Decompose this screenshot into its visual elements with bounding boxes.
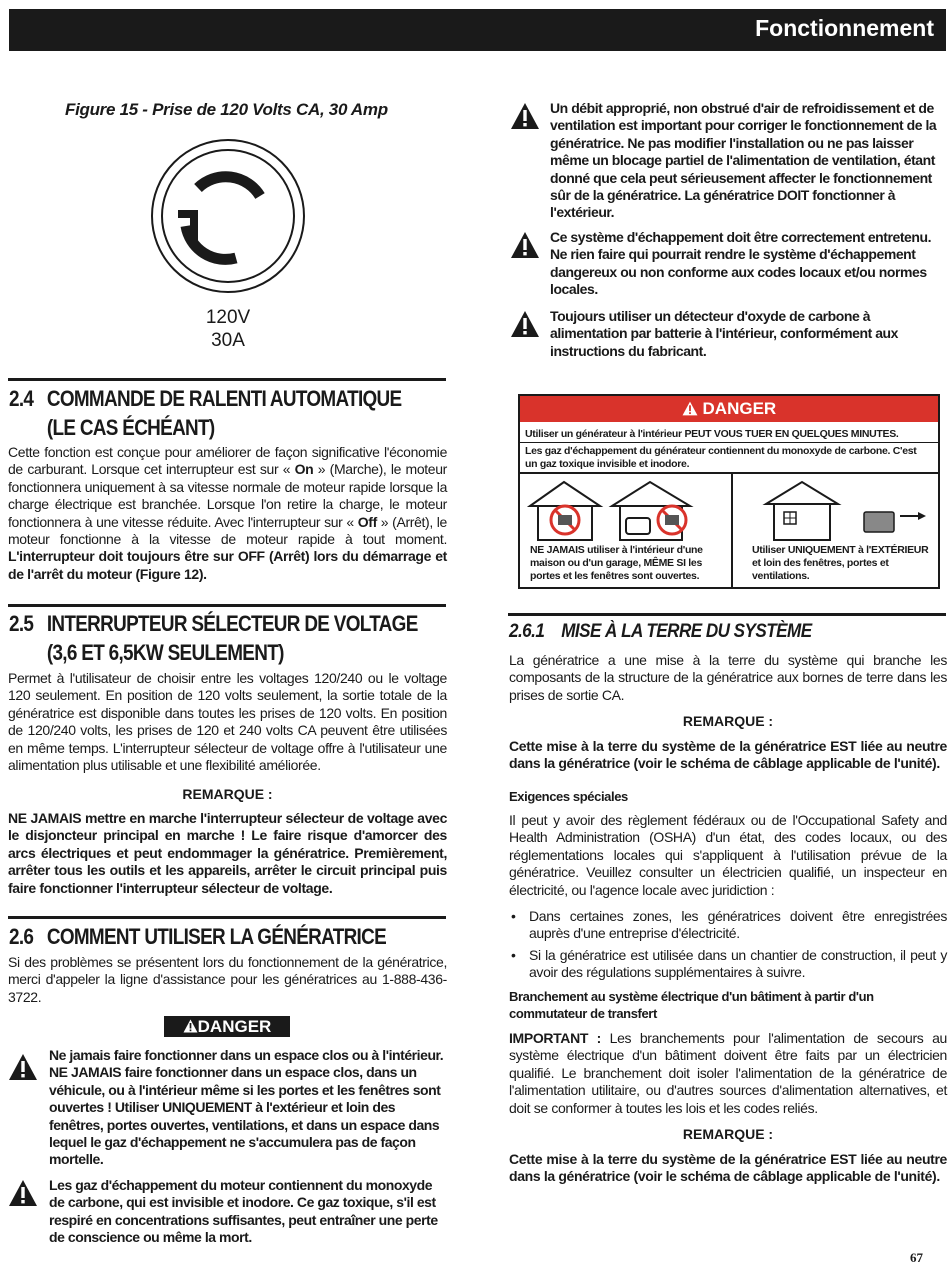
- section-2-6-1-body: La génératrice a une mise à la terre du système qui branche les composants de la structure de la génératrice aux bornes de terre dans les prises de sortie CA.: [509, 652, 947, 703]
- warning-text: Toujours utiliser un détecteur d'oxyde de carbone à alimentation par batterie à l'intérieur, conformément aux instructions du fabricant.: [550, 308, 898, 359]
- section-2-6-1-note: Cette mise à la terre du système de la génératrice EST liée au neutre dans la génératrice (voir le schéma de câblage applicable de l'unité).: [509, 738, 947, 772]
- danger-panel: [518, 394, 940, 589]
- warning-icon: [682, 401, 698, 416]
- warning-icon: [8, 1053, 38, 1081]
- danger-panel-divider: [520, 442, 938, 443]
- section-2-5-title: 2.5 INTERRUPTEUR SÉLECTEUR DE VOLTAGE (3,6 ET 6,5KW SEULEMENT): [9, 611, 418, 665]
- figure-caption: Figure 15 - Prise de 120 Volts CA, 30 Amp: [65, 100, 388, 119]
- header-bar: [9, 9, 946, 51]
- warning-icon: [183, 1019, 198, 1033]
- section-rule: [8, 604, 446, 607]
- section-2-6-1-note-label: REMARQUE :: [682, 713, 774, 729]
- danger-panel-divider: [731, 472, 733, 587]
- outlet-label-amps: 30A: [211, 330, 245, 351]
- section-2-6-1-important: IMPORTANT : Les branchements pour l'alimentation de secours au système électrique d'un bâtiment doivent être faits par un électricien qualifié. Le branchement doit isoler l'alimentation de la génératrice de l'alimentation utilitaire, ou d'autres sources d'alimentation alternatives, et doit se conformer à toutes les lois et les codes reliés.: [509, 1030, 947, 1116]
- section-2-6-body: Si des problèmes se présentent lors du fonctionnement de la génératrice, merci d'appeler la ligne d'assistance pour les génératrices au 1-888-436-3722.: [8, 954, 447, 1005]
- outlet-diagram: [150, 138, 306, 294]
- warning-icon: [8, 1179, 38, 1207]
- warning-text: Ce système d'échappement doit être correctement entretenu. Ne rien faire qui pourrait rendre le système d'échappement dangereux ou non conforme aux codes locaux et/ou normes locales.: [550, 229, 932, 298]
- danger-panel-line1: Utiliser un générateur à l'intérieur PEUT VOUS TUER EN QUELQUES MINUTES.: [525, 428, 899, 440]
- warning-icon: [510, 231, 540, 259]
- page-number: 67: [910, 1250, 923, 1265]
- section-2-6-title: 2.6 COMMENT UTILISER LA GÉNÉRATRICE: [9, 924, 387, 949]
- warning-icon: [510, 102, 540, 130]
- danger-panel-right-caption: Utiliser UNIQUEMENT à l'EXTÉRIEUR et loin des fenêtres, portes et ventilations.: [752, 544, 929, 582]
- house-prohibited-icon: [526, 478, 722, 542]
- outlet-label-volts: 120V: [205, 307, 251, 328]
- warning-text: Ne jamais faire fonctionner dans un espace clos ou à l'intérieur. NE JAMAIS faire fonctionner dans un espace clos, dans un véhicule, ou à l'intérieur même si les portes et les fenêtres sont ouvertes ! Utiliser UNIQUEMENT à l'extérieur et loin des fenêtres, portes ouvertes, ventilations, et dans un espace dans lequel le gaz d'échappement ne s'accumulera pas de façon mortelle.: [49, 1047, 444, 1168]
- section-2-4-body: Cette fonction est conçue pour améliorer de façon significative l'économie de carburant. Lorsque cet interrupteur est sur « On » (Marche), le moteur fonctionnera uniquement à sa vitesse normale de moteur rapide lorsque la charge électrique est branchée. Lorsque l'on retire la charge, le moteur fonctionnera à une vitesse réduite. Avec l'interrupteur sur « Off » (Arrêt), le moteur fonctionne à la vitesse de moteur rapide à tout moment. L'interrupteur doit toujours être sur OFF (Arrêt) lors du démarrage et de l'arrêt du moteur (Figure 12).: [8, 444, 447, 582]
- section-2-5-body: Permet à l'utilisateur de choisir entre les voltages 120/240 ou le voltage 120 seulement. En position de 120 volts seulement, la sortie totale de la génératrice est disponible dans toutes les prises de 120 volts. En position de 120/240 volts, les prises de 120 et 240 volts CA peuvent être utilisées en même temps. L'interrupteur sélecteur de voltage offre à l'utilisateur une alimentation plus utilisable et une flexibilité améliorée.: [8, 670, 447, 774]
- warning-icon: [510, 310, 540, 338]
- list-item: • Si la génératrice est utilisée dans un chantier de construction, il peut y avoir des régulations supplémentaires à suivre.: [509, 947, 947, 982]
- danger-panel-line2: Les gaz d'échappement du générateur contiennent du monoxyde de carbone. C'est un gaz toxique invisible et inodore.: [525, 445, 917, 470]
- section-2-6-1-note2: Cette mise à la terre du système de la génératrice EST liée au neutre dans la génératrice (voir le schéma de câblage applicable de l'unité).: [509, 1151, 947, 1185]
- section-2-6-1-note2-label: REMARQUE :: [682, 1126, 774, 1142]
- danger-panel-header: DANGER: [520, 396, 938, 422]
- section-rule: [508, 613, 946, 616]
- section-2-6-1-title: 2.6.1 MISE À LA TERRE DU SYSTÈME: [509, 621, 812, 642]
- danger-badge: DANGER: [164, 1016, 290, 1037]
- header-title: Fonctionnement: [755, 15, 934, 41]
- subheading-special-requirements: Exigences spéciales: [509, 789, 628, 804]
- section-rule: [8, 916, 446, 919]
- house-outdoor-generator-icon: [742, 478, 932, 542]
- warning-text: Les gaz d'échappement du moteur contiennent du monoxyde de carbone, qui est invisible et inodore. Ce gaz toxique, s'il est respiré en concentrations suffisantes, peut entraîner une perte de conscience ou même la mort.: [49, 1177, 438, 1246]
- section-2-6-1-requirements: Il peut y avoir des règlement fédéraux ou de l'Occupational Safety and Health Administration (OSHA) d'un état, des codes locaux, ou des réglementations locales qui s'appliquent à l'utilisation prévue de la génératrice. Veuillez consulter un électricien qualifié, un inspecteur en électricité, ou l'agence locale avec juridiction :: [509, 812, 947, 898]
- section-rule: [8, 378, 446, 381]
- section-2-4-title: 2.4 COMMANDE DE RALENTI AUTOMATIQUE (LE CAS ÉCHÉANT): [9, 386, 402, 440]
- danger-panel-divider: [520, 472, 938, 474]
- requirements-list: [509, 908, 947, 986]
- danger-panel-left-caption: NE JAMAIS utiliser à l'intérieur d'une maison ou d'un garage, MÊME SI les portes et les fenêtres sont ouvertes.: [530, 544, 703, 582]
- warning-text: Un débit approprié, non obstrué d'air de refroidissement et de ventilation est important pour corriger le fonctionnement de la génératrice. Ne pas modifier l'installation ou ne pas laisser même un blocage partiel de l'alimentation de ventilation, étant donné que cela peut sérieusement affecter le fonctionnement sûr de la génératrice. La génératrice DOIT fonctionner à l'extérieur.: [550, 100, 937, 221]
- subheading-transfer-switch: Branchement au système électrique d'un bâtiment à partir d'un commutateur de transfert: [509, 989, 874, 1021]
- section-2-5-note: NE JAMAIS mettre en marche l'interrupteur sélecteur de voltage avec le disjoncteur principal en marche ! Le faire risque d'amorcer des arcs électriques et peut endommager la génératrice. Premièrement, arrêter tous les outils et les appareils, arrêter le circuit principal puis faire fonctionner l'interrupteur sélecteur de voltage.: [8, 810, 447, 896]
- section-2-5-note-label: REMARQUE :: [182, 786, 273, 802]
- list-item: • Dans certaines zones, les génératrices doivent être enregistrées auprès d'une entreprise d'électricité.: [509, 908, 947, 943]
